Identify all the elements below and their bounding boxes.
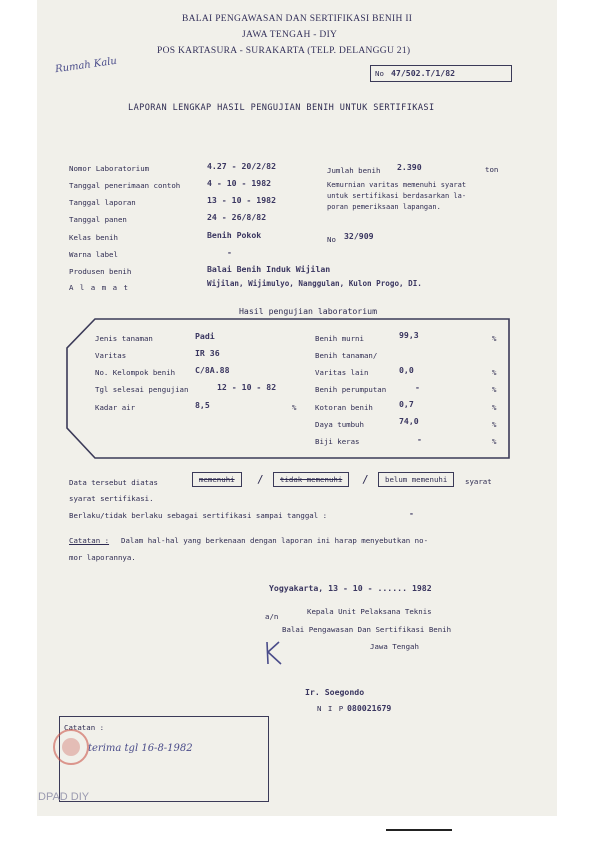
option-belum-memenuhi: belum memenuhi [378,472,454,487]
catatan-line1: Dalam hal-hal yang berkenaan dengan laporan ini harap menyebutkan no- [121,536,429,545]
tgl-terima-label: Tanggal penerimaan contoh [69,181,181,190]
header-address: POS KARTASURA - SURAKARTA (TELP. DELANGGU 21) [157,46,411,56]
perumputan-label: Benih perumputan [315,385,387,394]
murni-label: Benih murni [315,334,364,343]
keras-label: Biji keras [315,437,360,446]
varitas-label: Varitas [95,351,127,360]
header-region: JAWA TENGAH - DIY [242,30,338,40]
slash-2: / [362,473,369,486]
varitas-lain-pct: % [492,368,497,377]
nip-value: 080021679 [347,703,392,713]
hasil-title: Hasil pengujian laboratorium [239,306,378,316]
varitas-lain-value: 0,0 [399,365,414,375]
varitas-lain-label: Varitas lain [315,368,369,377]
stamp-icon [51,727,91,767]
kelompok-value: C/8A.88 [195,365,230,375]
keras-value: - [417,434,422,444]
tgl-selesai-label: Tgl selesai pengujian [95,385,189,394]
watermark: DPAD DIY [38,791,90,803]
kadar-pct: % [292,403,297,412]
warna-value: - [227,247,232,257]
tgl-laporan-label: Tanggal laporan [69,198,136,207]
kotoran-label: Kotoran benih [315,403,373,412]
sign-place-date: Yogyakarta, 13 - 10 - ...... 1982 [269,583,432,593]
sign-an: a/n [265,612,279,621]
varitas-value: IR 36 [195,348,220,358]
catatan-box-label: Catatan : [64,723,105,732]
perumputan-pct: % [492,385,497,394]
nomor-lab-value: 4.27 - 20/2/82 [207,161,277,171]
handwritten-note: Rumah Kalu [54,55,118,76]
kemurnian-line3: poran pemeriksaan lapangan. [327,203,441,211]
jumlah-unit: ton [485,165,499,174]
kotoran-pct: % [492,403,497,412]
catatan-line2: mor laporannya. [69,553,136,562]
catatan-box-handnote: terima tgl 16-8-1982 [88,743,193,754]
tanaman-lain-label: Benih tanaman/ [315,351,378,360]
perumputan-value: - [415,382,420,392]
kadar-value: 8,5 [195,400,210,410]
header-institution: BALAI PENGAWASAN DAN SERTIFIKASI BENIH II [182,14,413,24]
kelas-value: Benih Pokok [207,230,262,240]
warna-label: Warna label [69,250,118,259]
alamat-label: A l a m a t [69,283,129,292]
sign-name: Ir. Soegondo [305,687,365,697]
document-sheet [37,0,557,816]
nomor-value: 47/502.T/1/82 [391,68,456,78]
nip-label: N I P [317,704,345,713]
produsen-label: Produsen benih [69,267,132,276]
option-memenuhi: memenuhi [192,472,242,487]
nomor-box [370,65,512,82]
no-label: No [327,235,336,244]
keras-pct: % [492,437,497,446]
produsen-value: Balai Benih Induk Wijilan [207,264,331,274]
jumlah-value: 2.390 [397,162,422,172]
no-value: 32/909 [344,231,374,241]
berlaku-value: - [409,508,414,518]
sign-title2: Balai Pengawasan Dan Sertifikasi Benih [282,625,452,634]
option-tidak-memenuhi: tidak memenuhi [273,472,349,487]
kemurnian-line2: untuk sertifikasi berdasarkan la- [327,192,467,200]
page-bottom-rule [386,829,452,831]
kelompok-label: No. Kelompok benih [95,368,176,377]
sign-title1: Kepala Unit Pelaksana Teknis [307,607,432,616]
slash-1: / [257,473,264,486]
tgl-laporan-value: 13 - 10 - 1982 [207,195,277,205]
document-title: LAPORAN LENGKAP HASIL PENGUJIAN BENIH UNTUK SERTIFIKASI [128,103,435,113]
kotoran-value: 0,7 [399,399,414,409]
alamat-value: Wijilan, Wijimulyo, Nanggulan, Kulon Progo, DI. [207,279,422,288]
status-suffix: syarat [465,477,492,486]
catatan-label: Catatan : [69,536,110,545]
signature-mark [261,638,287,668]
murni-pct: % [492,334,497,343]
nomor-label: No [375,69,384,78]
nomor-lab-label: Nomor Laboratorium [69,164,150,173]
jumlah-label: Jumlah benih [327,166,381,175]
jenis-label: Jenis tanaman [95,334,153,343]
murni-value: 99,3 [399,330,419,340]
kelas-label: Kelas benih [69,233,118,242]
sign-title3: Jawa Tengah [370,642,419,651]
daya-label: Daya tumbuh [315,420,364,429]
berlaku-text: Berlaku/tidak berlaku sebagai sertifikasi sampai tanggal : [69,511,328,520]
tgl-panen-label: Tanggal panen [69,215,127,224]
tgl-selesai-value: 12 - 10 - 82 [217,382,277,392]
daya-pct: % [492,420,497,429]
tgl-panen-value: 24 - 26/8/82 [207,212,267,222]
status-line2: syarat sertifikasi. [69,494,154,503]
status-prefix: Data tersebut diatas [69,478,158,487]
daya-value: 74,0 [399,416,419,426]
kemurnian-line1: Kemurnian varitas memenuhi syarat [327,181,467,189]
jenis-value: Padi [195,331,215,341]
kadar-label: Kadar air [95,403,136,412]
tgl-terima-value: 4 - 10 - 1982 [207,178,272,188]
